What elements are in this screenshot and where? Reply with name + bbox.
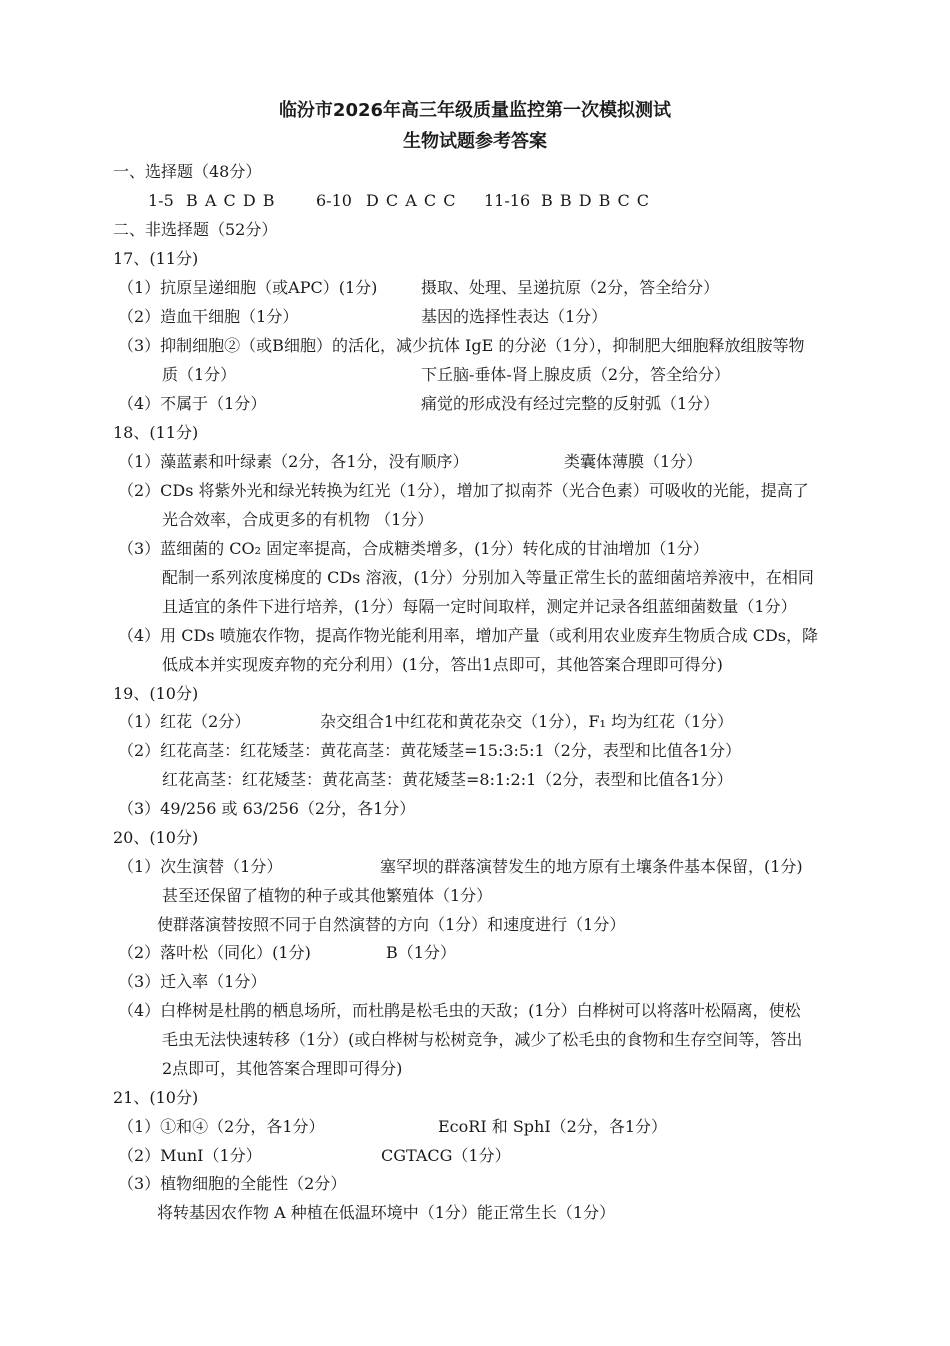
q18-heading: 18、(11分) [113,423,199,442]
choice-range-1: 1-5 [148,191,174,210]
section2-heading: 二、非选择题（52分） [113,220,278,239]
page-subtitle: 生物试题参考答案 [403,131,547,152]
q17-answer-2b: 基因的选择性表达（1分） [421,307,608,326]
q17-answer-3c: 下丘脑-垂体-肾上腺皮质（2分，答全给分） [421,365,730,384]
q21-answer-2b: CGTACG（1分） [381,1146,511,1165]
q20-answer-4b: 毛虫无法快速转移（1分）(或白桦树与松树竞争，减少了松毛虫的食物和生存空间等，答出 [162,1030,803,1049]
q18-answer-4b: 低成本并实现废弃物的充分利用）(1分，答出1点即可，其他答案合理即可得分) [162,655,723,674]
q18-answer-4a: （4）用 CDs 喷施农作物，提高作物光能利用率，增加产量（或利用农业废弃生物质合成 CDs，降 [118,626,819,645]
choice-answers-2: D C A C C [366,191,457,210]
q18-answer-3a: （3）蓝细菌的 CO₂ 固定率提高，合成糖类增多，(1分）转化成的甘油增加（1分） [118,539,709,558]
q17-answer-3b: 质（1分） [162,365,237,384]
page-title: 临汾市2026年高三年级质量监控第一次模拟测试 [278,100,672,121]
q17-answer-4b: 痛觉的形成没有经过完整的反射弧（1分） [421,394,720,413]
q21-answer-3b: 将转基因农作物 A 种植在低温环境中（1分）能正常生长（1分） [157,1203,616,1222]
choice-range-3: 11-16 [484,191,531,210]
q18-answer-1a: （1）藻蓝素和叶绿素（2分，各1分，没有顺序） [118,452,469,471]
q20-answer-2a: （2）落叶松（同化）(1分) [118,943,311,962]
q20-answer-1c: 甚至还保留了植物的种子或其他繁殖体（1分） [162,886,493,905]
q21-heading: 21、(10分) [113,1088,199,1107]
q21-answer-3a: （3）植物细胞的全能性（2分） [118,1174,347,1193]
q21-answer-2a: （2）MunI（1分） [118,1146,262,1165]
q20-answer-1b: 塞罕坝的群落演替发生的地方原有土壤条件基本保留，(1分) [380,857,803,876]
q21-answer-1b: EcoRI 和 SphI（2分，各1分） [438,1117,668,1136]
q19-answer-1b: 杂交组合1中红花和黄花杂交（1分），F₁ 均为红花（1分） [320,712,734,731]
q20-answer-4c: 2点即可，其他答案合理即可得分) [162,1059,403,1078]
choice-answers-3: B B D B C C [541,191,651,210]
q18-answer-3b: 配制一系列浓度梯度的 CDs 溶液，(1分）分别加入等量正常生长的蓝细菌培养液中，在相同 [162,568,814,587]
q17-answer-2a: （2）造血干细胞（1分） [118,307,299,326]
q21-answer-1a: （1）①和④（2分，各1分） [118,1117,325,1136]
q20-heading: 20、(10分) [113,828,199,847]
choice-range-2: 6-10 [316,191,352,210]
q19-answer-2a: （2）红花高茎：红花矮茎：黄花高茎：黄花矮茎=15:3:5:1（2分，表型和比值各1分） [118,741,742,760]
q18-answer-2a: （2）CDs 将紫外光和绿光转换为红光（1分），增加了拟南芥（光合色素）可吸收的光能，提高了 [118,481,809,500]
q17-answer-1a: （1）抗原呈递细胞（或APC）(1分) [118,278,378,297]
q20-answer-4a: （4）白桦树是杜鹃的栖息场所，而杜鹃是松毛虫的天敌；(1分）白桦树可以将落叶松隔离，使松 [118,1001,801,1020]
q19-answer-1a: （1）红花（2分） [118,712,251,731]
q17-answer-1b: 摄取、处理、呈递抗原（2分，答全给分） [421,278,720,297]
q17-answer-3a: （3）抑制细胞②（或B细胞）的活化，减少抗体 IgE 的分泌（1分），抑制肥大细胞释放组胺等物 [118,336,805,355]
q18-answer-3c: 且适宜的条件下进行培养，(1分）每隔一定时间取样，测定并记录各组蓝细菌数量（1分） [162,597,797,616]
q20-answer-2b: B（1分） [386,943,456,962]
q19-answer-2b: 红花高茎：红花矮茎：黄花高茎：黄花矮茎=8:1:2:1（2分，表型和比值各1分） [162,770,733,789]
choice-answers-1: B A C D B [186,191,276,210]
q18-answer-2b: 光合效率，合成更多的有机物 （1分） [162,510,434,529]
q17-heading: 17、(11分) [113,249,199,268]
q20-answer-3a: （3）迁入率（1分） [118,972,267,991]
q17-answer-4a: （4）不属于（1分） [118,394,267,413]
q20-answer-1d: 使群落演替按照不同于自然演替的方向（1分）和速度进行（1分） [157,915,626,934]
q20-answer-1a: （1）次生演替（1分） [118,857,283,876]
q19-heading: 19、(10分) [113,684,199,703]
q19-answer-3a: （3）49/256 或 63/256（2分，各1分） [118,799,416,818]
q18-answer-1b: 类囊体薄膜（1分） [564,452,703,471]
section1-heading: 一、选择题（48分） [113,162,262,181]
